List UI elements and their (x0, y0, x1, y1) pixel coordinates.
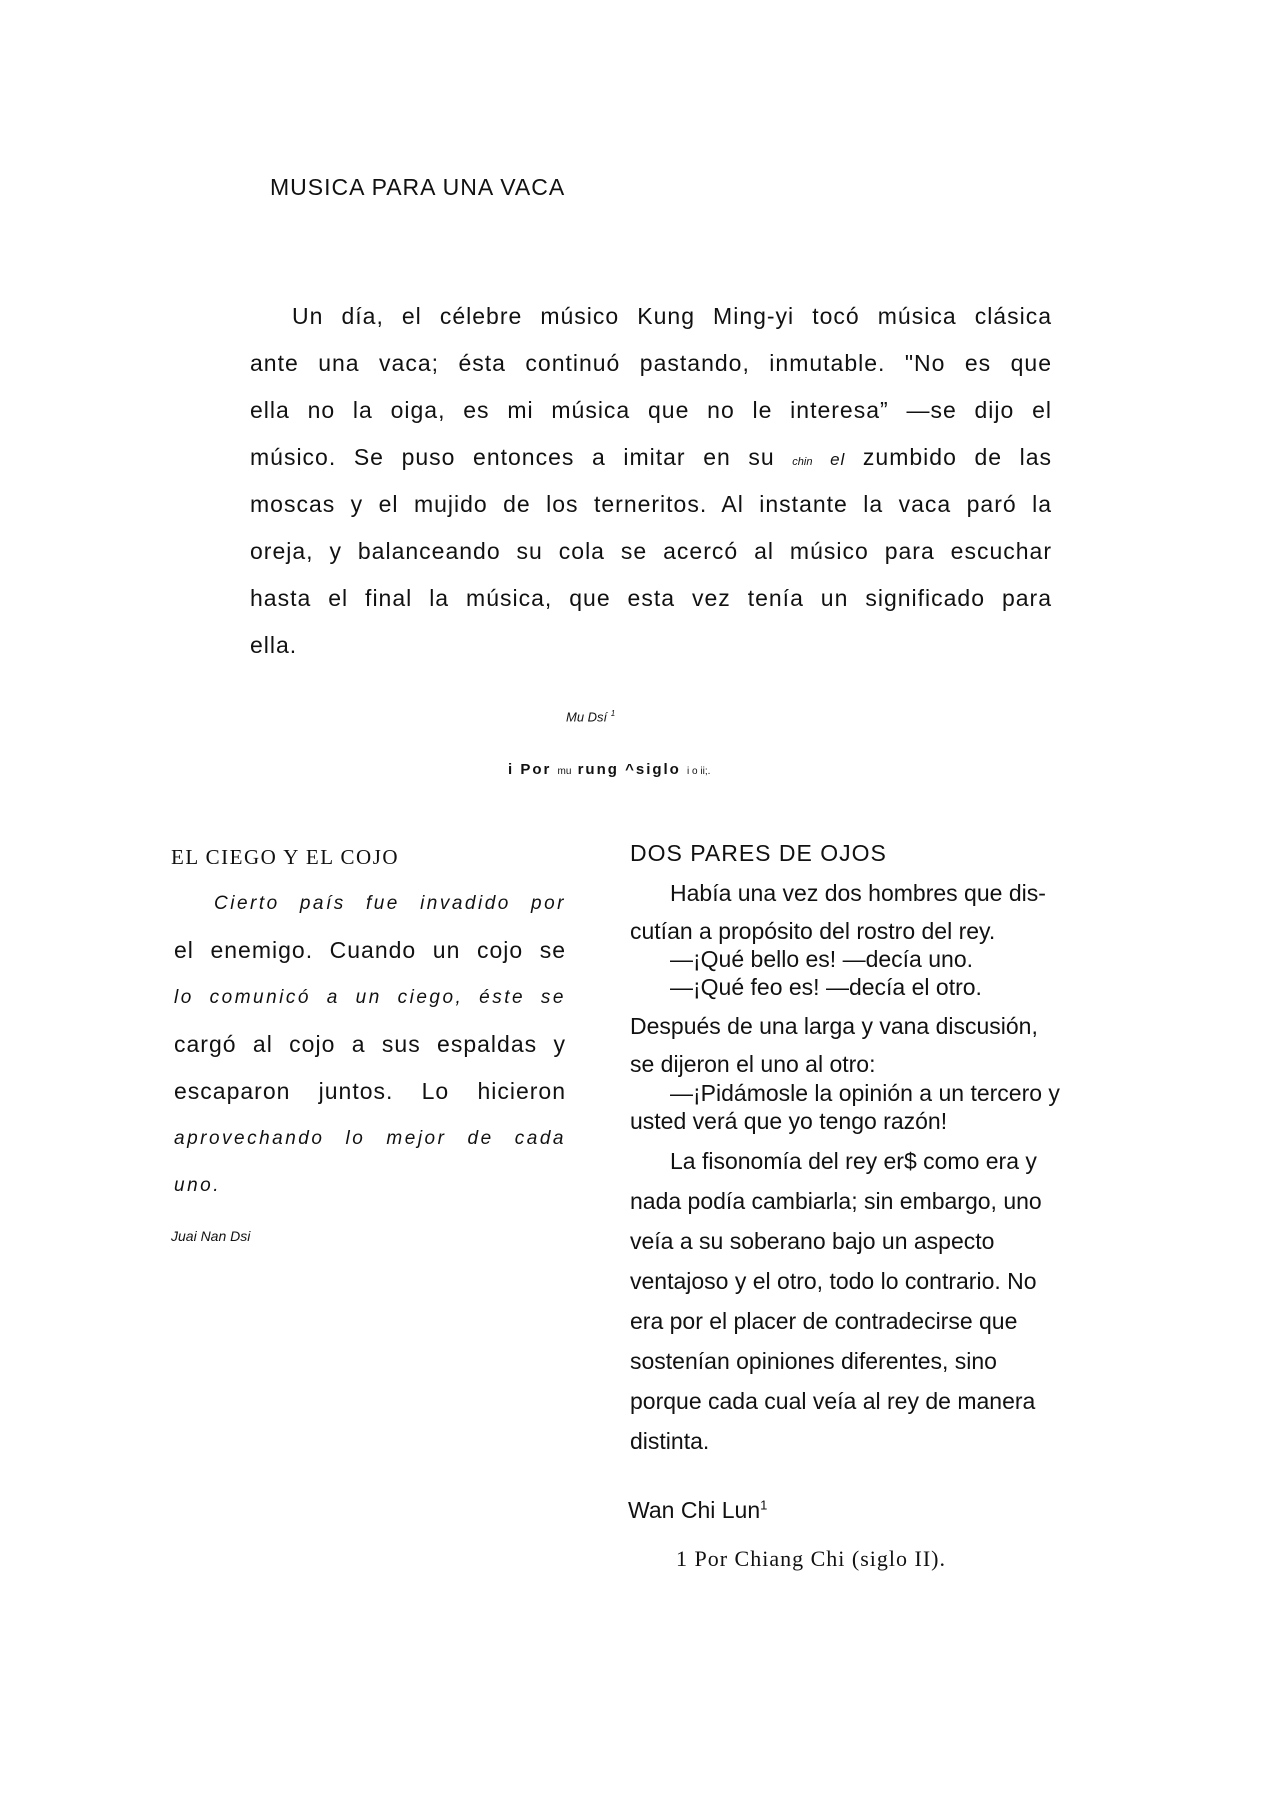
text-line: cutían a propósito del rostro del rey. (630, 918, 996, 944)
text-line: escaparon juntos. Lo hicieron (174, 1078, 566, 1104)
story-body-ciego-cojo (174, 880, 566, 1209)
text-line: nada podía cambiarla; sin embargo, uno (630, 1188, 1042, 1214)
text-line: era por el placer de contradecirse que (630, 1308, 1018, 1334)
attribution-mu-dsi (566, 709, 615, 724)
attribution-juai-nan-dsi: Juai Nan Dsi (171, 1228, 251, 1244)
footnote-marker: 1 (760, 1497, 768, 1513)
text-line: distinta. (630, 1428, 710, 1454)
footnote: 1 Por Chiang Chi (siglo II). (676, 1546, 946, 1571)
text-line: La fisonomía del rey er$ como era y (670, 1148, 1037, 1174)
text-line: uno. (174, 1175, 221, 1196)
text-line: usted verá que yo tengo razón! (630, 1108, 948, 1134)
attribution-text: Mu Dsí (566, 709, 608, 725)
text-line: veía a su soberano bajo un aspecto (630, 1228, 995, 1254)
attribution-wan-chi-lun (628, 1497, 767, 1524)
text-line: lo comunicó a un ciego, éste se (174, 987, 566, 1008)
attribution-text: Wan Chi Lun (628, 1497, 761, 1523)
text-line: oreja, y balanceando su cola se acercó al músico para escuchar (250, 538, 1052, 564)
text-line: el enemigo. Cuando un cojo se (174, 937, 566, 963)
inline-small-word: chin (792, 456, 813, 468)
text-line: Después de una larga y vana discusión, (630, 1013, 1038, 1039)
source-fragment-small: mu (557, 766, 572, 777)
text-fragment: zumbido de las (862, 444, 1053, 470)
story-title-dos-pares-de-ojos: DOS PARES DE OJOS (630, 840, 887, 866)
story-title-el-ciego-y-el-cojo: EL CIEGO Y EL COJO (171, 845, 400, 869)
text-line: moscas y el mujido de los terneritos. Al instante la vaca paró la (250, 491, 1052, 517)
dialogue-line: —¡Pidámosle la opinión a un tercero y (670, 1080, 1060, 1106)
text-line: ella. (250, 632, 298, 658)
source-fragment-small: i o ii;. (687, 766, 711, 777)
text-line: porque cada cual veía al rey de manera (630, 1388, 1036, 1414)
text-line: sostenían opiniones diferentes, sino (630, 1348, 997, 1374)
text-line: Cierto país fue invadido por (214, 893, 566, 914)
footnote-marker: 1 (610, 709, 616, 718)
source-line (508, 761, 710, 778)
text-line-with-inline (250, 434, 1052, 481)
text-fragment: músico. Se puso entonces a imitar en su (250, 444, 775, 470)
source-fragment: rung ^siglo (577, 761, 681, 778)
text-line: ante una vaca; ésta continuó pastando, inmutable. "No es que (250, 350, 1052, 376)
inline-italic-word: el (830, 450, 846, 469)
story-body-musica (250, 293, 1052, 669)
dialogue-line: —¡Qué bello es! —decía uno. (670, 946, 973, 972)
dialogue-line: —¡Qué feo es! —decía el otro. (670, 974, 982, 1000)
text-line: hasta el final la música, que esta vez tenía un significado para (250, 585, 1052, 611)
text-line: Había una vez dos hombres que dis- (670, 880, 1046, 906)
source-fragment: i Por (508, 761, 552, 778)
text-line: cargó al cojo a sus espaldas y (174, 1031, 566, 1057)
text-line: aprovechando lo mejor de cada (174, 1128, 566, 1149)
text-line: ventajoso y el otro, todo lo contrario. No (630, 1268, 1037, 1294)
text-line: se dijeron el uno al otro: (630, 1051, 876, 1077)
text-line: ella no la oiga, es mi música que no le interesa” —se dijo el (250, 397, 1052, 423)
story-title-musica-para-una-vaca: MUSICA PARA UNA VACA (270, 174, 566, 200)
text-line: Un día, el célebre músico Kung Ming-yi tocó música clásica (292, 303, 1052, 329)
